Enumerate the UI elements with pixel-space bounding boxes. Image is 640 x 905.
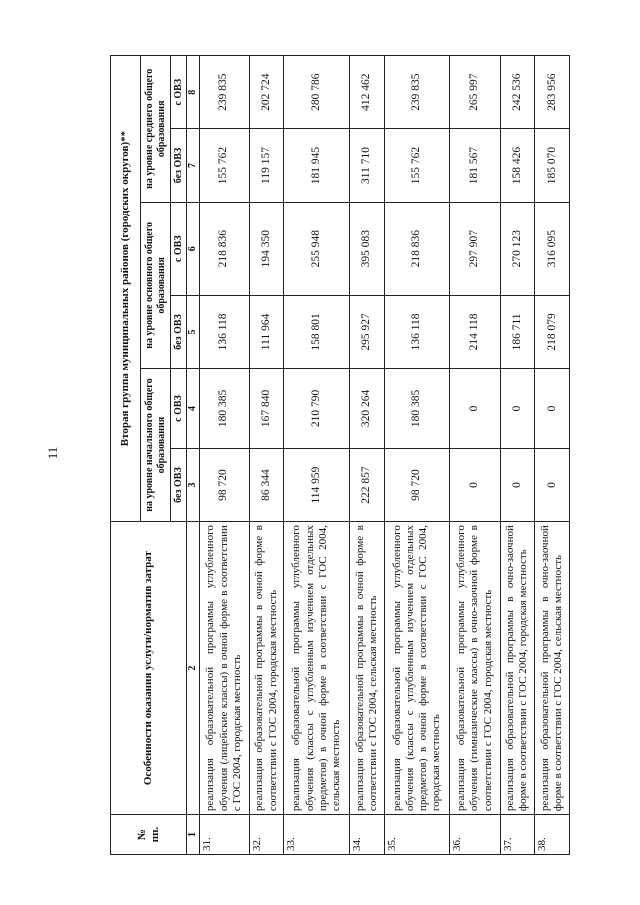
cost-value: 0 [500, 369, 535, 449]
header-level-basic: на уровне основного общего образования [141, 202, 171, 368]
header-level-secondary: на уровне среднего общего образования [141, 56, 171, 203]
cost-value: 412 462 [350, 56, 385, 129]
cost-value: 155 762 [199, 129, 249, 202]
cost-value: 114 959 [284, 448, 350, 521]
cost-value: 283 956 [535, 56, 570, 129]
cost-value: 119 157 [249, 129, 284, 202]
column-number: 8 [187, 56, 200, 129]
column-number: 3 [187, 448, 200, 521]
cost-value: 265 997 [450, 56, 500, 129]
row-number: 36. [450, 815, 500, 855]
cost-value: 86 344 [249, 448, 284, 521]
column-number: 1 [187, 815, 200, 855]
row-number: 34. [350, 815, 385, 855]
row-description: реализация образовательной программы в очной форме в соответствии с ГОС 2004, сельская местность [350, 522, 385, 815]
header-features: Особенности оказания услуги/норматив затрат [111, 522, 187, 815]
cost-value: 202 724 [249, 56, 284, 129]
cost-value: 218 836 [199, 202, 249, 295]
column-number: 5 [187, 295, 200, 368]
table-row [350, 56, 385, 855]
table-row [535, 56, 570, 855]
cost-value: 222 857 [350, 448, 385, 521]
column-number: 4 [187, 369, 200, 449]
header-with-ovz: с ОВЗ [171, 202, 187, 295]
table-row [500, 56, 535, 855]
table-row [450, 56, 500, 855]
cost-value: 311 710 [350, 129, 385, 202]
cost-value: 239 835 [384, 56, 450, 129]
column-number: 2 [187, 522, 200, 815]
cost-value: 167 840 [249, 369, 284, 449]
cost-value: 158 801 [284, 295, 350, 368]
table-row [384, 56, 450, 855]
header-with-ovz: с ОВЗ [171, 369, 187, 449]
header-level-primary: на уровне начального общего образования [141, 369, 171, 522]
table-row [199, 56, 249, 855]
cost-value: 181 945 [284, 129, 350, 202]
row-number: 31. [199, 815, 249, 855]
row-number: 33. [284, 815, 350, 855]
cost-norms-table [110, 55, 570, 855]
row-number: 32. [249, 815, 284, 855]
row-description: реализация образовательной программы в очной форме в соответствии с ГОС 2004, городская местность [249, 522, 284, 815]
cost-value: 280 786 [284, 56, 350, 129]
row-description: реализация образовательной программы углубленного обучения (гимназические классы) в очно-заочной форме в соответствии с ГОС 2004, городская местность [450, 522, 500, 815]
cost-value: 210 790 [284, 369, 350, 449]
header-num: № пп. [111, 815, 187, 855]
cost-value: 158 426 [500, 129, 535, 202]
cost-value: 155 762 [384, 129, 450, 202]
header-without-ovz: без ОВЗ [171, 129, 187, 202]
table-body [199, 56, 570, 855]
cost-value: 255 948 [284, 202, 350, 295]
table-row [249, 56, 284, 855]
table-row [284, 56, 350, 855]
row-number: 37. [500, 815, 535, 855]
cost-value: 214 118 [450, 295, 500, 368]
cost-value: 297 907 [450, 202, 500, 295]
column-number-row [187, 56, 200, 855]
cost-value: 316 095 [535, 202, 570, 295]
cost-value: 180 385 [384, 369, 450, 449]
column-number: 6 [187, 202, 200, 295]
cost-value: 136 118 [199, 295, 249, 368]
rotated-table-wrapper [110, 55, 570, 855]
row-description: реализация образовательной программы углубленного обучения (классы с углубленным изучением отдельных предметов) в очной форме в соответствии с ГОС 2004, сельская местность [284, 522, 350, 815]
cost-value: 0 [500, 448, 535, 521]
cost-value: 270 123 [500, 202, 535, 295]
cost-value: 186 711 [500, 295, 535, 368]
header-group: Вторая группа муниципальных районов (городских округов)** [111, 56, 141, 522]
cost-value: 395 083 [350, 202, 385, 295]
cost-value: 295 927 [350, 295, 385, 368]
cost-value: 111 964 [249, 295, 284, 368]
cost-value: 320 264 [350, 369, 385, 449]
header-without-ovz: без ОВЗ [171, 295, 187, 368]
column-number: 7 [187, 129, 200, 202]
header-with-ovz: с ОВЗ [171, 56, 187, 129]
cost-value: 181 567 [450, 129, 500, 202]
cost-value: 0 [535, 448, 570, 521]
cost-value: 239 835 [199, 56, 249, 129]
cost-value: 0 [535, 369, 570, 449]
cost-value: 218 079 [535, 295, 570, 368]
cost-value: 136 118 [384, 295, 450, 368]
row-number: 35. [384, 815, 450, 855]
cost-value: 185 070 [535, 129, 570, 202]
cost-value: 242 536 [500, 56, 535, 129]
cost-value: 98 720 [384, 448, 450, 521]
header-without-ovz: без ОВЗ [171, 448, 187, 521]
cost-value: 218 836 [384, 202, 450, 295]
cost-value: 0 [450, 448, 500, 521]
cost-value: 194 350 [249, 202, 284, 295]
row-description: реализация образовательной программы углубленного обучения (классы с углубленным изучением отдельных предметов) в очной форме в соответствии с ГОС 2004, городская местность [384, 522, 450, 815]
row-description: реализация образовательной программы в очно-заочной форме в соответствии с ГОС 2004, городская местность [500, 522, 535, 815]
row-description: реализация образовательной программы в очно-заочной форме в соответствии с ГОС 2004, сельская местность [535, 522, 570, 815]
row-description: реализация образовательной программы углубленного обучения (лицейские классы) в очной форме в соответствии с ГОС 2004, городская местность [199, 522, 249, 815]
cost-value: 98 720 [199, 448, 249, 521]
row-number: 38. [535, 815, 570, 855]
page-number: 11 [45, 446, 60, 460]
cost-value: 180 385 [199, 369, 249, 449]
cost-value: 0 [450, 369, 500, 449]
table-header [111, 56, 200, 855]
